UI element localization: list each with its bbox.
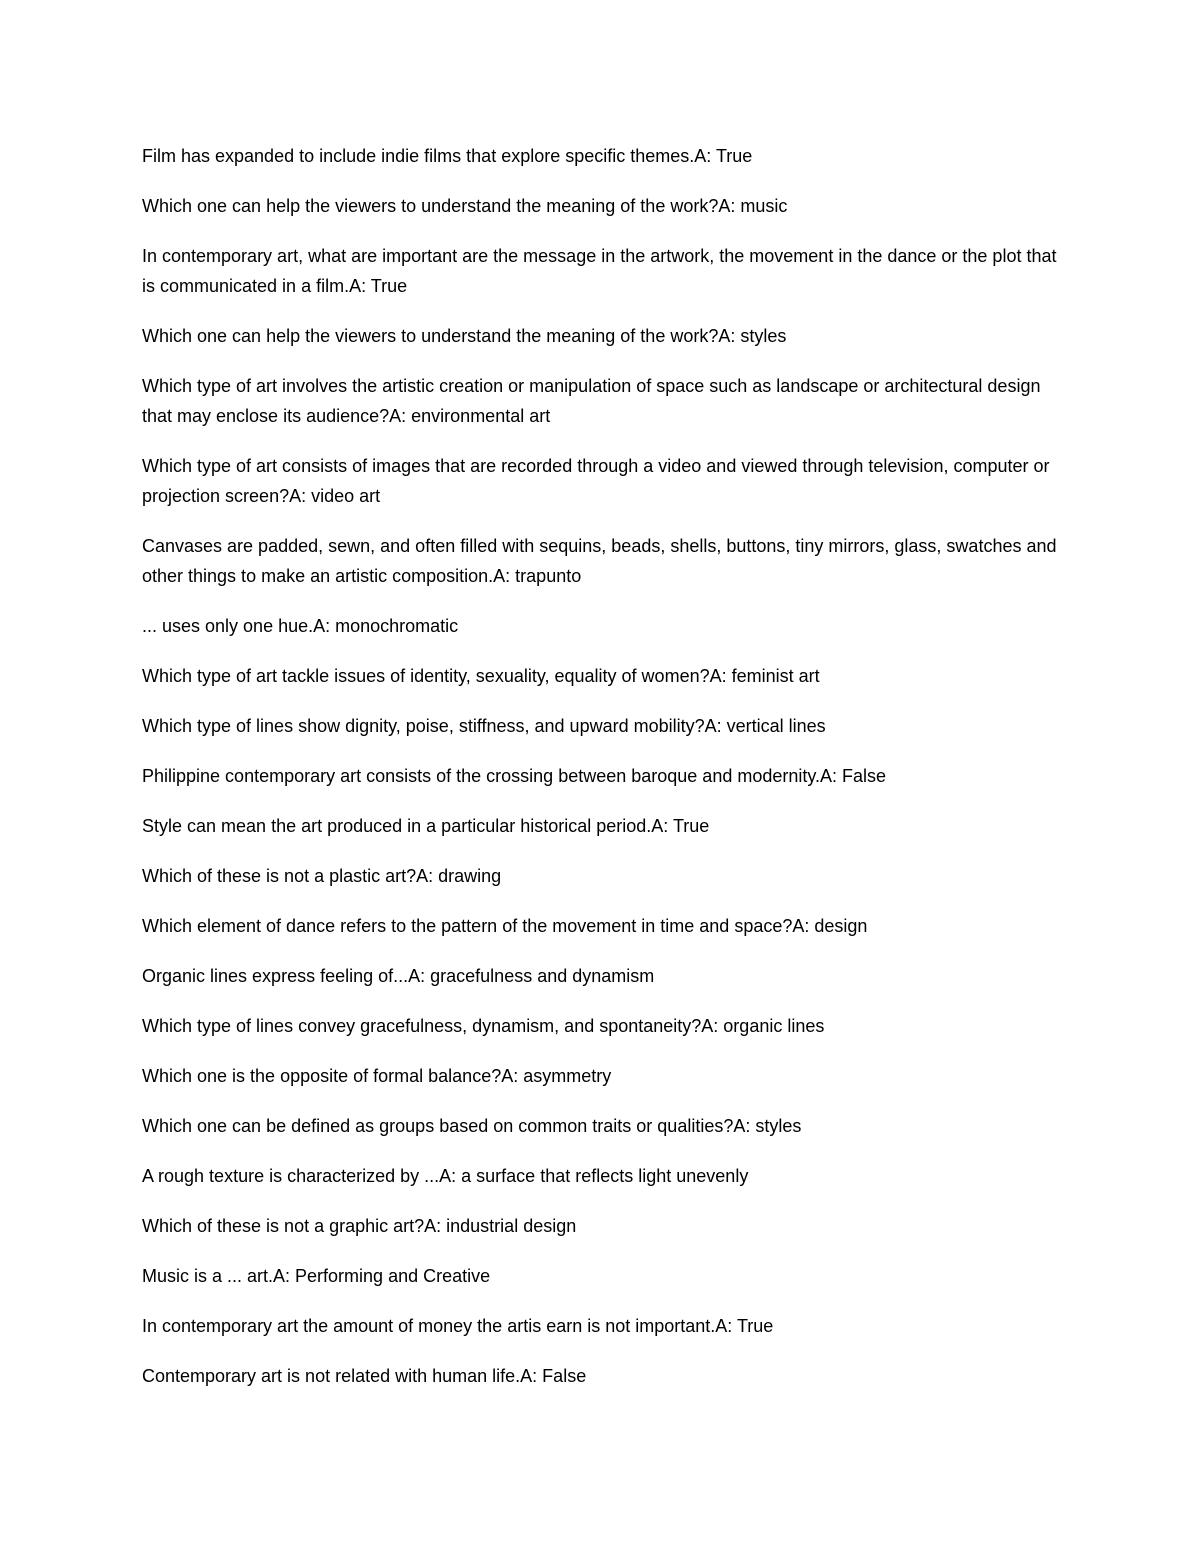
paragraph-19: A rough texture is characterized by ...A: a surface that reflects light unevenly xyxy=(142,1166,749,1186)
paragraph-12: Style can mean the art produced in a particular historical period.A: True xyxy=(142,816,710,836)
paragraph-14: Which element of dance refers to the pattern of the movement in time and space?A: design xyxy=(142,916,868,936)
paragraph-4: Which one can help the viewers to understand the meaning of the work?A: styles xyxy=(142,326,787,346)
paragraph-22: In contemporary art the amount of money the artis earn is not important.A: True xyxy=(142,1316,774,1336)
paragraph-21: Music is a ... art.A: Performing and Creative xyxy=(142,1266,491,1286)
document-body xyxy=(142,141,1062,1411)
paragraph-20: Which of these is not a graphic art?A: industrial design xyxy=(142,1216,577,1236)
paragraph-23: Contemporary art is not related with human life.A: False xyxy=(142,1366,587,1386)
paragraph-9: Which type of art tackle issues of identity, sexuality, equality of women?A: feminist art xyxy=(142,666,820,686)
paragraph-15: Organic lines express feeling of...A: gracefulness and dynamism xyxy=(142,966,655,986)
paragraph-5: Which type of art involves the artistic creation or manipulation of space such as landscape or architectural design that may enclose its audience?A: environmental art xyxy=(142,376,1041,426)
paragraph-3: In contemporary art, what are important are the message in the artwork, the movement in the dance or the plot that is communicated in a film.A: True xyxy=(142,246,1057,296)
paragraph-13: Which of these is not a plastic art?A: drawing xyxy=(142,866,502,886)
paragraph-11: Philippine contemporary art consists of the crossing between baroque and modernity.A: False xyxy=(142,766,887,786)
paragraph-1: Film has expanded to include indie films that explore specific themes.A: True xyxy=(142,146,753,166)
paragraph-2: Which one can help the viewers to understand the meaning of the work?A: music xyxy=(142,196,788,216)
paragraph-18: Which one can be defined as groups based on common traits or qualities?A: styles xyxy=(142,1116,802,1136)
paragraph-8: ... uses only one hue.A: monochromatic xyxy=(142,616,459,636)
paragraph-17: Which one is the opposite of formal balance?A: asymmetry xyxy=(142,1066,612,1086)
paragraph-7: Canvases are padded, sewn, and often filled with sequins, beads, shells, buttons, tiny mirrors, glass, swatches and other things to make an artistic composition.A: trapunto xyxy=(142,536,1057,586)
paragraph-10: Which type of lines show dignity, poise, stiffness, and upward mobility?A: vertical lines xyxy=(142,716,826,736)
paragraph-6: Which type of art consists of images that are recorded through a video and viewed through television, computer or projection screen?A: video art xyxy=(142,456,1050,506)
paragraph-16: Which type of lines convey gracefulness, dynamism, and spontaneity?A: organic lines xyxy=(142,1016,825,1036)
